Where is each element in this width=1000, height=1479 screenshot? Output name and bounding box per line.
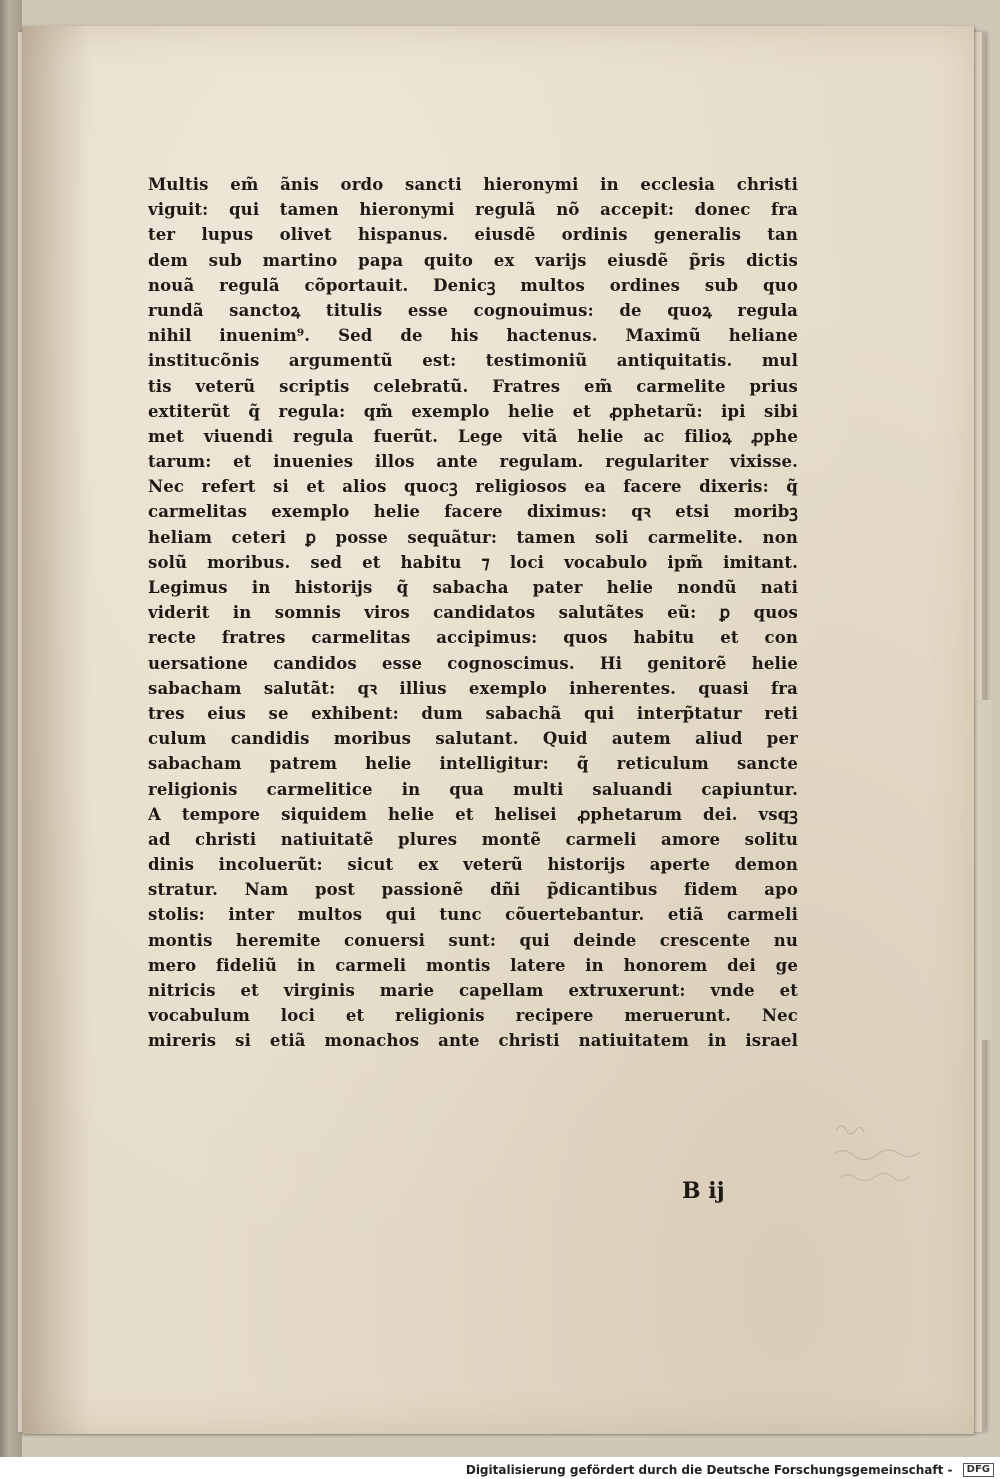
text-line: viguit: qui tamen hieronymi regulã nõ accepit: donec fra (148, 200, 798, 220)
text-line: mireris si etiã monachos ante christi natiuitatem in israel (148, 1031, 798, 1051)
text-line: sabacham patrem helie intelligitur: q̃ reticulum sancte (148, 754, 798, 774)
text-line: institucõnis argumentũ est: testimoniũ antiquitatis. mul (148, 351, 798, 371)
gutter-shadow (22, 26, 92, 1434)
text-line: rundã sanctoꝝ titulis esse cognouimus: de quoꝝ regula (148, 300, 798, 320)
book-page (22, 26, 974, 1434)
text-line: Multis em̃ ãnis ordo sancti hieronymi in ecclesia christi (148, 175, 798, 194)
text-line: dem sub martino papa quito ex varijs eiusdẽ p̃ris dictis (148, 250, 798, 270)
text-line: carmelitas exemplo helie facere diximus: qꝛ etsi moribꝫ (148, 502, 798, 522)
text-line: nouã regulã cõportauit. Denicꝫ multos ordines sub quo (148, 275, 798, 295)
text-line: montis heremite conuersi sunt: qui deinde crescente nu (148, 930, 798, 950)
text-line: Nec refert si et alios quocꝫ religiosos ea facere dixeris: q̃ (148, 477, 798, 497)
text-line: religionis carmelitice in qua multi saluandi capiuntur. (148, 779, 798, 799)
text-line: nihil inuenim⁹. Sed de his hactenus. Maximũ heliane (148, 326, 798, 346)
text-line: tis veterũ scriptis celebratũ. Fratres em̃ carmelite prius (148, 376, 798, 396)
pencil-marginalia (832, 1116, 952, 1196)
text-line: mero fideliũ in carmeli montis latere in honorem dei ge (148, 955, 798, 975)
text-line: A tempore siquidem helie et helisei ꝓphetarum dei. vsqꝫ (148, 804, 798, 824)
text-line: ad christi natiuitatẽ plures montẽ carmeli amore solitu (148, 829, 798, 849)
text-line: recte fratres carmelitas accipimus: quos habitu et con (148, 628, 798, 648)
dfg-logo-icon: DFG (963, 1463, 994, 1477)
text-line: Legimus in historijs q̃ sabacha pater helie nondũ nati (148, 578, 798, 597)
text-line: heliam ceteri ꝑ posse sequãtur: tamen soli carmelite. non (148, 527, 798, 547)
text-column (148, 172, 798, 1054)
text-line: tres eius se exhibent: dum sabachã qui interp̃tatur reti (148, 703, 798, 723)
text-line: sabacham salutãt: qꝛ illius exemplo inherentes. quasi fra (148, 678, 798, 698)
text-line: met viuendi regula fuerũt. Lege vitã helie ac filioꝝ ꝓphe (148, 426, 798, 446)
text-line: viderit in somnis viros candidatos salutãtes eũ: ꝑ quos (148, 603, 798, 623)
text-line: culum candidis moribus salutant. Quid autem aliud per (148, 729, 798, 749)
text-line: dinis incoluerũt: sicut ex veterũ historijs aperte demon (148, 855, 798, 875)
text-line: solũ moribus. sed et habitu ⁊ loci vocabulo ipm̃ imitant. (148, 552, 798, 572)
text-line: nitricis et virginis marie capellam extruxerunt: vnde et (148, 981, 798, 1000)
footer-credit (466, 1463, 994, 1478)
footer-bar (0, 1457, 1000, 1479)
text-line: uersatione candidos esse cognoscimus. Hi genitorẽ helie (148, 653, 798, 673)
text-line: tarum: et inuenies illos ante regulam. regulariter vixisse. (148, 452, 798, 472)
text-line: stratur. Nam post passionẽ dñi p̃dicantibus fidem apo (148, 880, 798, 900)
footer-credit-text: Digitalisierung gefördert durch die Deutsche Forschungsgemeinschaft - (465, 1462, 953, 1477)
signature-mark: B ij (682, 1178, 725, 1204)
text-line: stolis: inter multos qui tunc cõuertebantur. etiã carmeli (148, 905, 798, 925)
text-line: extiterũt q̃ regula: qm̃ exemplo helie et ꝓphetarũ: ipi sibi (148, 401, 798, 421)
text-line: vocabulum loci et religionis recipere meruerunt. Nec (148, 1006, 798, 1026)
text-line: ter lupus olivet hispanus. eiusdẽ ordinis generalis tan (148, 225, 798, 245)
